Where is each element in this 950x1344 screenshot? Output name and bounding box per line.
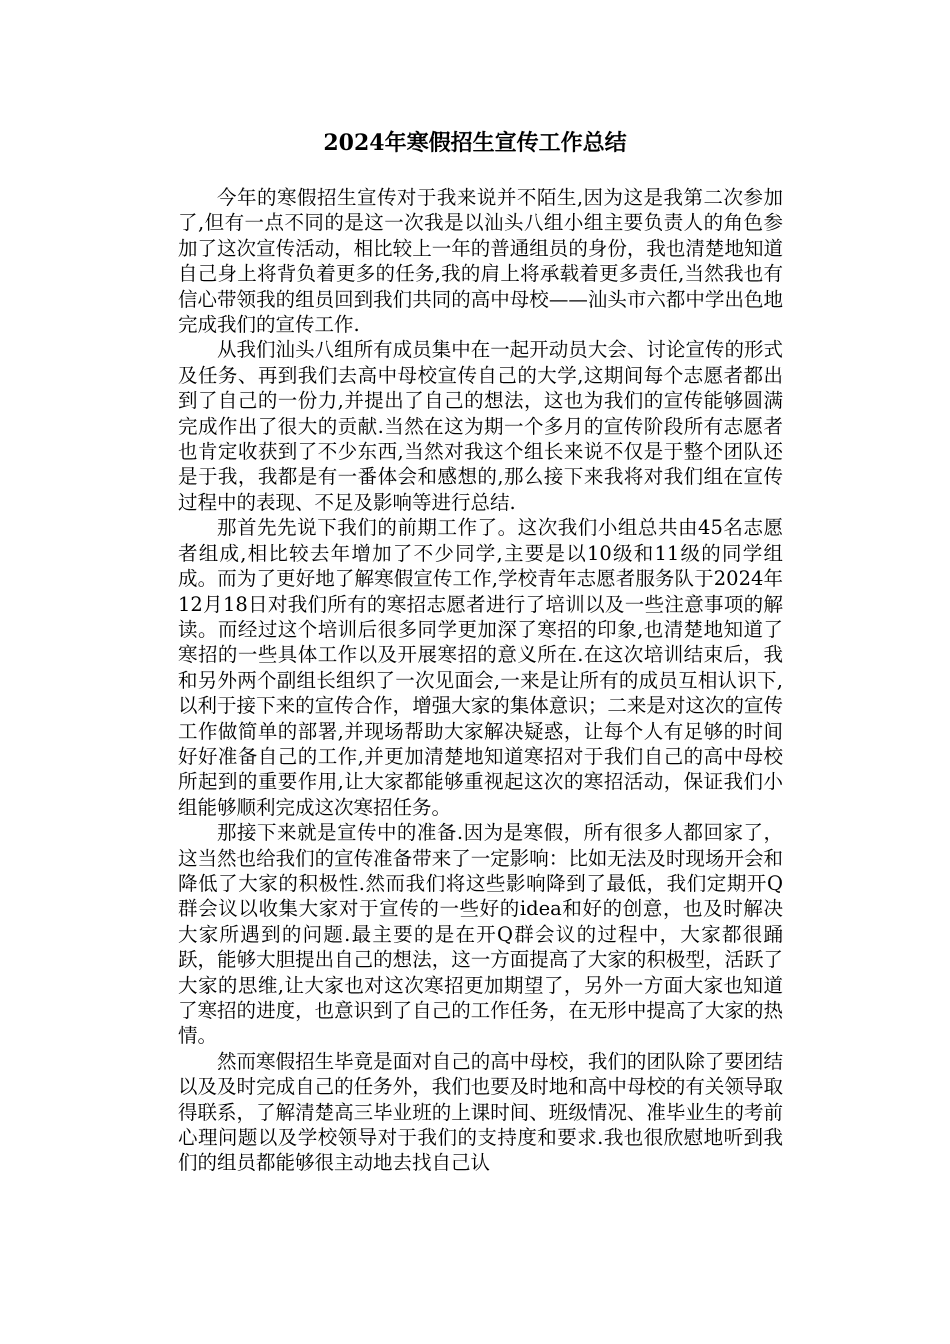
document-title: 2024年寒假招生宣传工作总结 bbox=[323, 130, 627, 156]
paragraph-publicity-prep: 那接下来就是宣传中的准备.因为是寒假，所有很多人都回家了，这当然也给我们的宣传准备带来了一定影响：比如无法及时现场开会和降低了大家的积极性.然而我们将这些影响降到了最低，我们定期开Q群会议以收集大家对于宣传的一些好的idea和好的创意，也及时解决大家所遇到的问题.最主要的是在开Q群会议的过程中，大家都很踊跃，能够大胆提出自己的想法，这一方面提高了大家的积极型，活跃了大家的思维,让大家也对这次寒招更加期望了，另外一方面大家也知道了寒招的进度，也意识到了自己的工作任务，在无形中提高了大家的热情。 bbox=[178, 821, 783, 1048]
paragraph-overview: 从我们汕头八组所有成员集中在一起开动员大会、讨论宣传的形式及任务、再到我们去高中母校宣传自己的大学,这期间每个志愿者都出到了自己的一份力,并提出了自己的想法，这也为我们的宣传能够圆满完成作出了很大的贡献.当然在这为期一个多月的宣传阶段所有志愿者也肯定收获到了不少东西,当然对我这个组长来说不仅是于整个团队还是于我，我都是有一番体会和感想的,那么接下来我将对我们组在宣传过程中的表现、不足及影响等进行总结. bbox=[178, 338, 783, 514]
paragraph-school-liaison: 然而寒假招生毕竟是面对自己的高中母校，我们的团队除了要团结以及及时完成自己的任务外，我们也要及时地和高中母校的有关领导取得联系，了解清楚高三毕业班的上课时间、班级情况、准毕业生的考前心理问题以及学校领导对于我们的支持度和要求.我也很欣慰地听到我们的组员都能够很主动地去找自己认 bbox=[178, 1049, 783, 1175]
paragraph-intro: 今年的寒假招生宣传对于我来说并不陌生,因为这是我第二次参加了,但有一点不同的是这一次我是以汕头八组小组主要负责人的角色参加了这次宣传活动，相比较上一年的普通组员的身份，我也清楚地知道自己身上将背负着更多的任务,我的肩上将承载着更多责任,当然我也有信心带领我的组员回到我们共同的高中母校——汕头市六都中学出色地完成我们的宣传工作. bbox=[178, 186, 783, 337]
document-body bbox=[178, 185, 783, 1176]
paragraph-preparation-phase: 那首先先说下我们的前期工作了。这次我们小组总共由45名志愿者组成,相比较去年增加了不少同学,主要是以10级和11级的同学组成。而为了更好地了解寒假宣传工作,学校青年志愿者服务队于2024年12月18日对我们所有的寒招志愿者进行了培训以及一些注意事项的解读。而经过这个培训后很多同学更加深了寒招的印象,也清楚地知道了寒招的一些具体工作以及开展寒招的意义所在.在这次培训结束后，我和另外两个副组长组织了一次见面会,一来是让所有的成员互相认识下,以利于接下来的宣传合作，增强大家的集体意识；二来是对这次的宣传工作做简单的部署,并现场帮助大家解决疑惑，让每个人有足够的时间好好准备自己的工作,并更加清楚地知道寒招对于我们自己的高中母校所起到的重要作用,让大家都能够重视起这次的寒招活动，保证我们小组能够顺利完成这次寒招任务。 bbox=[178, 516, 783, 819]
